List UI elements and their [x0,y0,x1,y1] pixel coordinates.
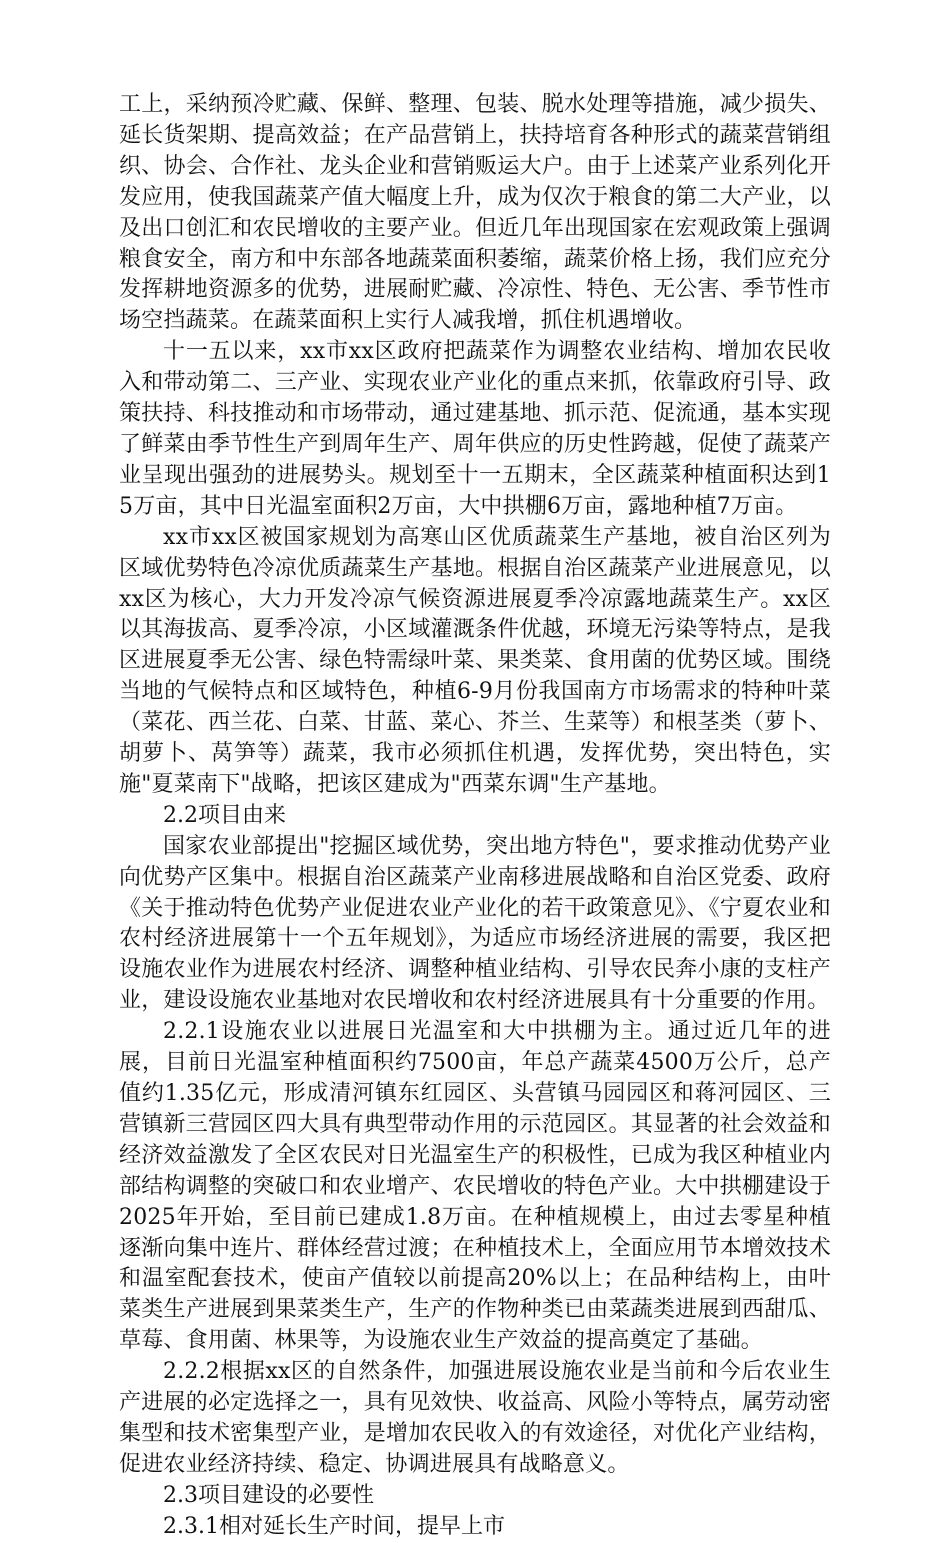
document-page [119,90,831,1543]
paragraph-2-2-1: 2.2.1设施农业以进展日光温室和大中拱棚为主。通过近几年的进展，目前日光温室种植面积约7500亩，年总产蔬菜4500万公斤，总产值约1.35亿元，形成清河镇东红园区、头营镇马园园区和蒋河园区、三营镇新三营园区四大具有典型带动作用的示范园区。其显著的社会效益和经济效益激发了全区农民对日光温室生产的积极性，已成为我区种植业内部结构调整的突破口和农业增产、农民增收的特色产业。大中拱棚建设于2025年开始，至目前已建成1.8万亩。在种植规模上，由过去零星种植逐渐向集中连片、群体经营过渡；在种植技术上，全面应用节本增效技术和温室配套技术，使亩产值较以前提高20%以上；在品种结构上，由叶菜类生产进展到果菜类生产，生产的作物种类已由菜蔬类进展到西甜瓜、草莓、食用菌、林果等，为设施农业生产效益的提高奠定了基础。 [119,1019,831,1354]
paragraph-intro-continuation: 工上，采纳预冷贮藏、保鲜、整理、包装、脱水处理等措施，减少损失、延长货架期、提高效益；在产品营销上，扶持培育各种形式的蔬菜营销组织、协会、合作社、龙头企业和营销贩运大户。由于上述菜产业系列化开发应用，使我国蔬菜产值大幅度上升，成为仅次于粮食的第二大产业，以及出口创汇和农民增收的主要产业。但近几年出现国家在宏观政策上强调粮食安全，南方和中东部各地蔬菜面积萎缩，蔬菜价格上扬，我们应充分发挥耕地资源多的优势，进展耐贮藏、冷凉性、特色、无公害、季节性市场空挡蔬菜。在蔬菜面积上实行人减我增，抓住机遇增收。 [119,92,831,334]
section-heading-2-2: 2.2项目由来 [163,802,286,828]
section-heading-2-3-1: 2.3.1相对延长生产时间，提早上市 [163,1513,505,1539]
paragraph-2-2-2: 2.2.2根据xx区的自然条件，加强进展设施农业是当前和今后农业生产进展的必定选择之一，具有见效快、收益高、风险小等特点，属劳动密集型和技术密集型产业，是增加农民收入的有效途径，对优化产业结构，促进农业经济持续、稳定、协调进展具有战略意义。 [119,1359,831,1477]
paragraph-project-origin: 国家农业部提出"挖掘区域优势，突出地方特色"，要求推动优势产业向优势产区集中。根据自治区蔬菜产业南移进展战略和自治区党委、政府《关于推动特色优势产业促进农业产业化的若干政策意见》、《宁夏农业和农村经济进展第十一个五年规划》，为适应市场经济进展的需要，我区把设施农业作为进展农村经济、调整种植业结构、引导农民奔小康的支柱产业，建设设施农业基地对农民增收和农村经济进展具有十分重要的作用。 [119,833,831,1014]
section-heading-2-3: 2.3项目建设的必要性 [163,1482,374,1508]
paragraph-eleventh-five-year: 十一五以来，xx市xx区政府把蔬菜作为调整农业结构、增加农民收入和带动第二、三产业、实现农业产业化的重点来抓，依靠政府引导、政策扶持、科技推动和市场带动，通过建基地、抓示范、促流通，基本实现了鲜菜由季节性生产到周年生产、周年供应的历史性跨越，促使了蔬菜产业呈现出强劲的进展势头。规划至十一五期末，全区蔬菜种植面积达到15万亩，其中日光温室面积2万亩，大中拱棚6万亩，露地种植7万亩。 [119,339,831,519]
paragraph-production-base: xx市xx区被国家规划为高寒山区优质蔬菜生产基地，被自治区列为区域优势特色冷凉优质蔬菜生产基地。根据自治区蔬菜产业进展意见，以xx区为核心，大力开发冷凉气候资源进展夏季冷凉露地蔬菜生产。xx区以其海拔高、夏季冷凉，小区域灌溉条件优越，环境无污染等特点，是我区进展夏季无公害、绿色特需绿叶菜、果类菜、食用菌的优势区域。围绕当地的气候特点和区域特色，种植6-9月份我国南方市场需求的特种叶菜（菜花、西兰花、白菜、甘蓝、菜心、芥兰、生菜等）和根茎类（萝卜、胡萝卜、莴笋等）蔬菜，我市必须抓住机遇，发挥优势，突出特色，实施"夏菜南下"战略，把该区建成为"西菜东调"生产基地。 [119,524,831,797]
